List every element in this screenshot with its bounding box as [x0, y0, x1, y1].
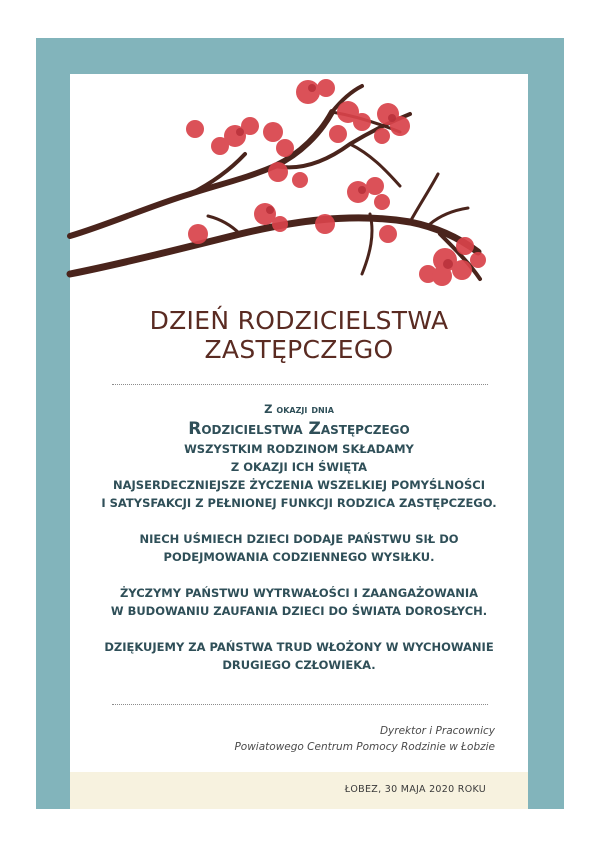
message-p1-line-2: Z OKAZJI ICH ŚWIĘTA — [230, 460, 368, 474]
page-title — [70, 306, 528, 364]
message-highlight: Rodzicielstwa Zastępczego — [188, 419, 410, 439]
message-p2-line-2: PODEJMOWANIA CODZIENNEGO WYSIŁKU. — [163, 550, 435, 564]
signature-line-2: Powiatowego Centrum Pomocy Rodzinie w Łobzie — [234, 741, 495, 753]
signature — [234, 723, 495, 755]
divider-bottom — [112, 704, 488, 705]
message-p1-line-4: I SATYSFAKCJI Z PEŁNIONEJ FUNKCJI RODZICA ZASTĘPCZEGO. — [101, 496, 497, 510]
message-intro: Z okazji dnia — [264, 402, 334, 416]
title-line-1: DZIEŃ RODZICIELSTWA — [149, 306, 449, 335]
footer-bar — [70, 772, 528, 809]
teal-frame — [36, 38, 564, 809]
greeting-message — [80, 400, 518, 674]
blossom-branch-icon — [70, 74, 528, 304]
message-p1-line-3: NAJSERDECZNIEJSZE ŻYCZENIA WSZELKIEJ POMYŚLNOŚCI — [113, 478, 485, 492]
message-p4-line-1: DZIĘKUJEMY ZA PAŃSTWA TRUD WŁOŻONY W WYCHOWANIE — [104, 640, 494, 654]
signature-line-1: Dyrektor i Pracownicy — [379, 725, 495, 737]
divider-top — [112, 384, 488, 385]
title-line-2: ZASTĘPCZEGO — [204, 335, 394, 364]
footer-date: ŁOBEZ, 30 MAJA 2020 ROKU — [344, 784, 486, 795]
message-p3-line-1: ŻYCZYMY PAŃSTWU WYTRWAŁOŚCI I ZAANGAŻOWANIA — [119, 586, 479, 600]
message-p1-line-1: WSZYSTKIM RODZINOM SKŁADAMY — [184, 442, 414, 456]
greeting-card — [70, 74, 528, 795]
message-p2-line-1: NIECH UŚMIECH DZIECI DODAJE PAŃSTWU SIŁ DO — [139, 532, 459, 546]
message-p3-line-2: W BUDOWANIU ZAUFANIA DZIECI DO ŚWIATA DOROSŁYCH. — [110, 604, 488, 618]
message-p4-line-2: DRUGIEGO CZŁOWIEKA. — [222, 658, 376, 672]
